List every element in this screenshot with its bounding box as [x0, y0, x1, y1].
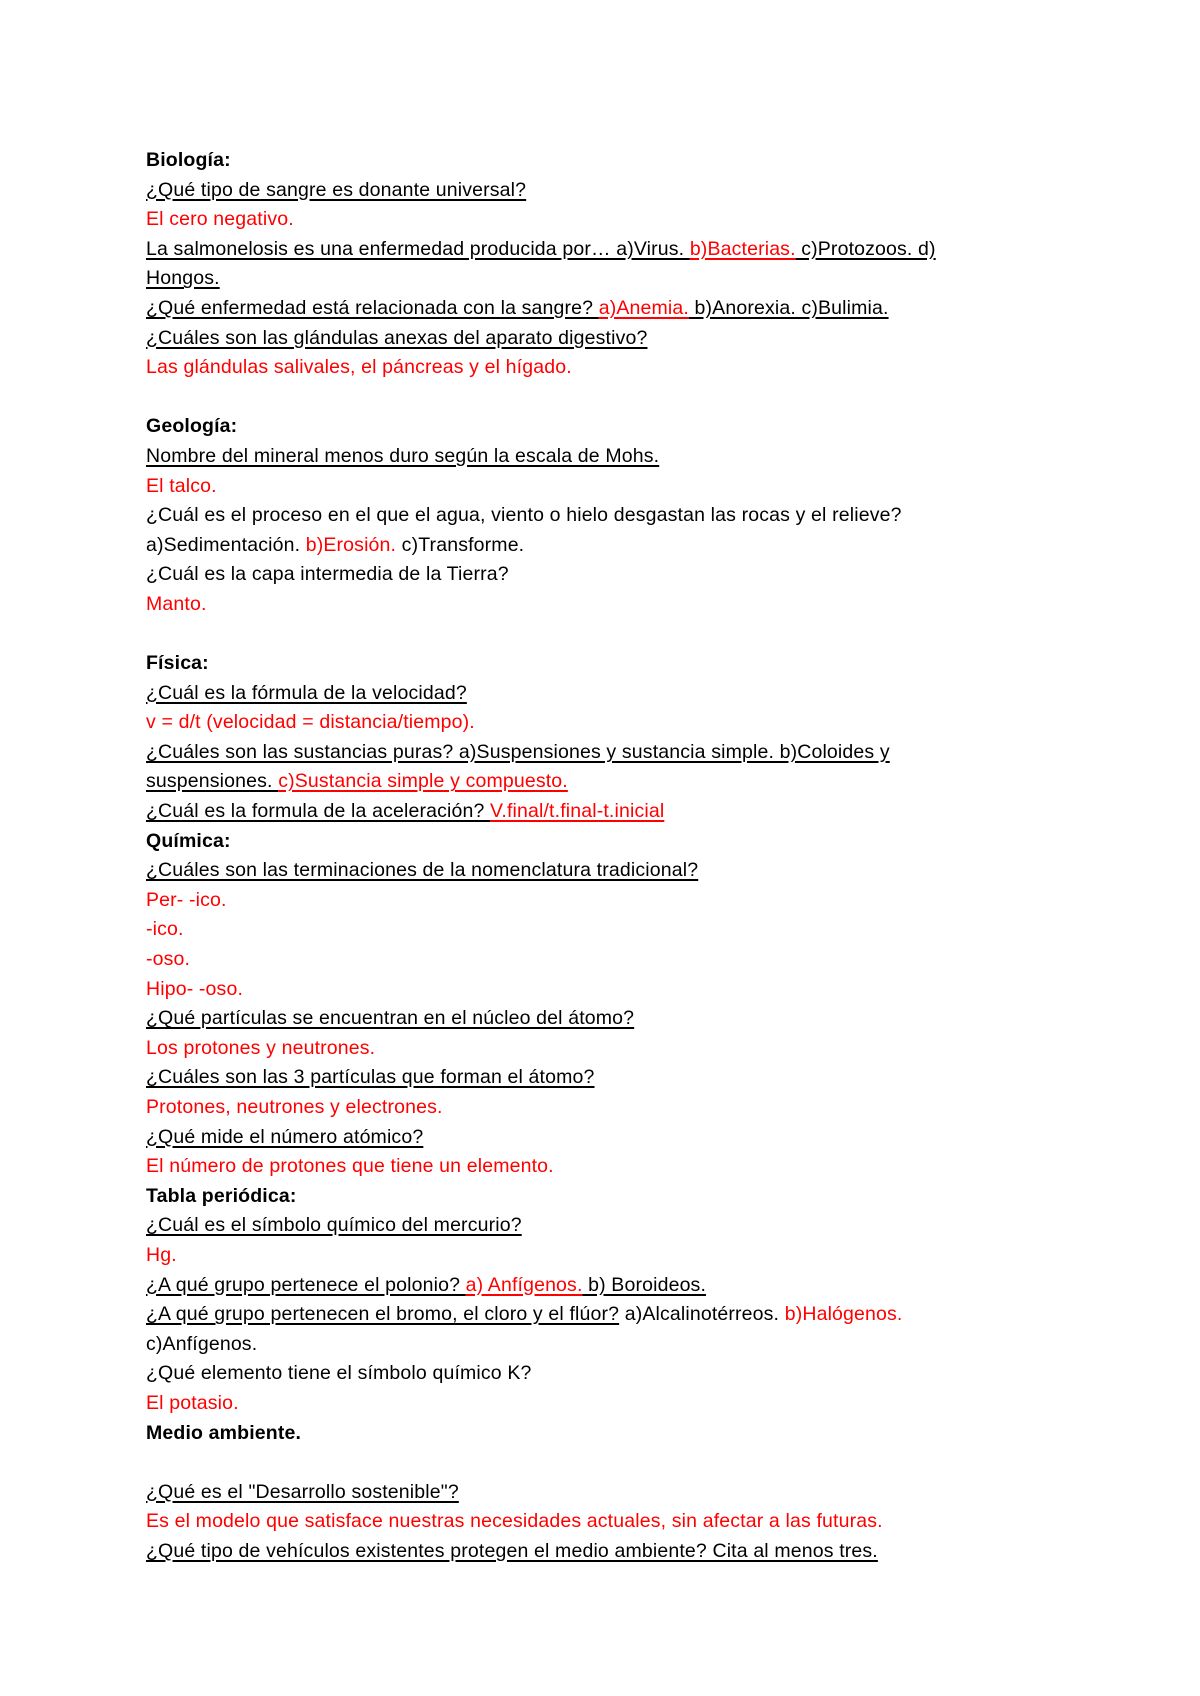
question-text: ¿Cuáles son las glándulas anexas del aparato digestivo?	[146, 326, 648, 349]
question-text: ¿Qué tipo de vehículos existentes protegen el medio ambiente? Cita al menos tres.	[146, 1539, 878, 1562]
heading-fisica: Física:	[146, 652, 209, 675]
question-options: c)Protozoos. d)	[795, 237, 936, 260]
question-text: ¿Cuáles son las 3 partículas que forman el átomo?	[146, 1066, 595, 1089]
answer-line: -ico.	[146, 918, 184, 941]
question-line	[146, 1537, 1106, 1567]
correct-option: b)Halógenos.	[784, 1303, 903, 1326]
options-line	[146, 531, 1106, 561]
question-line	[146, 324, 1106, 354]
blank-line	[146, 383, 1106, 413]
question-line: ¿Cuál es la capa intermedia de la Tierra?	[146, 563, 509, 586]
question-line	[146, 1271, 1106, 1301]
question-line	[146, 294, 1106, 324]
answer-inline: V.final/t.final-t.inicial	[490, 800, 665, 823]
answer-line: v = d/t (velocidad = distancia/tiempo).	[146, 711, 475, 734]
question-line	[146, 442, 1106, 472]
question-line	[146, 856, 1106, 886]
option-c: c)Transforme.	[396, 533, 525, 556]
question-options: Hongos.	[146, 267, 220, 290]
correct-option: b)Erosión.	[305, 533, 397, 556]
question-text: ¿Qué tipo de sangre es donante universal?	[146, 178, 527, 201]
question-text: ¿Qué mide el número atómico?	[146, 1125, 424, 1148]
question-options: suspensiones.	[146, 770, 279, 793]
answer-line: Per- -ico.	[146, 888, 227, 911]
question-text: ¿Cuál es la fórmula de la velocidad?	[146, 681, 467, 704]
question-text: La salmonelosis es una enfermedad producida por… a)Virus.	[146, 237, 690, 260]
question-text: ¿Cuáles son las sustancias puras? a)Suspensiones y sustancia simple. b)Coloides y	[146, 740, 890, 763]
question-line	[146, 264, 1106, 294]
question-text: ¿Cuál es el símbolo químico del mercurio?	[146, 1214, 522, 1237]
question-text: ¿Cuáles son las terminaciones de la nomenclatura tradicional?	[146, 859, 699, 882]
answer-line: El número de protones que tiene un elemento.	[146, 1155, 554, 1178]
question-line	[146, 1300, 1106, 1330]
question-line	[146, 1123, 1106, 1153]
question-line	[146, 235, 1106, 265]
question-options: b)Anorexia. c)Bulimia.	[688, 296, 889, 319]
heading-quimica: Química:	[146, 829, 231, 852]
question-text: Nombre del mineral menos duro según la escala de Mohs.	[146, 444, 660, 467]
document-page	[146, 146, 1106, 1567]
blank-line	[146, 620, 1106, 650]
question-line	[146, 1063, 1106, 1093]
option-a: a)Sedimentación.	[146, 533, 306, 556]
question-text: ¿A qué grupo pertenecen el bromo, el cloro y el flúor?	[146, 1303, 620, 1326]
answer-line: Manto.	[146, 592, 207, 615]
question-options: b) Boroideos.	[582, 1273, 707, 1296]
answer-line: Protones, neutrones y electrones.	[146, 1096, 443, 1118]
correct-option: c)Sustancia simple y compuesto.	[278, 770, 568, 793]
blank-line	[146, 1448, 1106, 1478]
answer-line: -oso.	[146, 948, 191, 971]
question-text: ¿A qué grupo pertenece el polonio?	[146, 1273, 466, 1296]
answer-line: Es el modelo que satisface nuestras necesidades actuales, sin afectar a las futuras.	[146, 1510, 883, 1533]
question-line	[146, 767, 1106, 797]
heading-tabla-periodica: Tabla periódica:	[146, 1184, 297, 1207]
options-line: c)Anfígenos.	[146, 1332, 258, 1355]
heading-medio-ambiente: Medio ambiente.	[146, 1421, 302, 1444]
answer-line: Las glándulas salivales, el páncreas y el hígado.	[146, 356, 572, 379]
question-text: ¿Qué es el "Desarrollo sostenible"?	[146, 1480, 459, 1503]
question-line	[146, 176, 1106, 206]
question-line	[146, 797, 1106, 827]
question-text: ¿Cuál es la formula de la aceleración?	[146, 800, 491, 823]
answer-line: El talco.	[146, 474, 217, 497]
question-line	[146, 738, 1106, 768]
correct-option: a)Anemia.	[598, 296, 689, 319]
question-line: ¿Qué elemento tiene el símbolo químico K?	[146, 1362, 532, 1385]
question-text: ¿Qué enfermedad está relacionada con la sangre?	[146, 296, 599, 319]
question-line: ¿Cuál es el proceso en el que el agua, viento o hielo desgastan las rocas y el relieve?	[146, 504, 902, 527]
question-line	[146, 1478, 1106, 1508]
correct-option: b)Bacterias.	[689, 237, 796, 260]
heading-biologia: Biología:	[146, 149, 231, 171]
question-line	[146, 1211, 1106, 1241]
question-line	[146, 679, 1106, 709]
answer-line: Los protones y neutrones.	[146, 1036, 376, 1059]
answer-line: Hipo- -oso.	[146, 977, 244, 1000]
answer-line: El cero negativo.	[146, 208, 294, 231]
question-line	[146, 1004, 1106, 1034]
question-text: ¿Qué partículas se encuentran en el núcleo del átomo?	[146, 1007, 635, 1030]
option-a: a)Alcalinotérreos.	[619, 1303, 785, 1326]
answer-line: Hg.	[146, 1243, 177, 1266]
answer-line: El potasio.	[146, 1391, 239, 1414]
heading-geologia: Geología:	[146, 415, 238, 438]
correct-option: a) Anfígenos.	[465, 1273, 583, 1296]
